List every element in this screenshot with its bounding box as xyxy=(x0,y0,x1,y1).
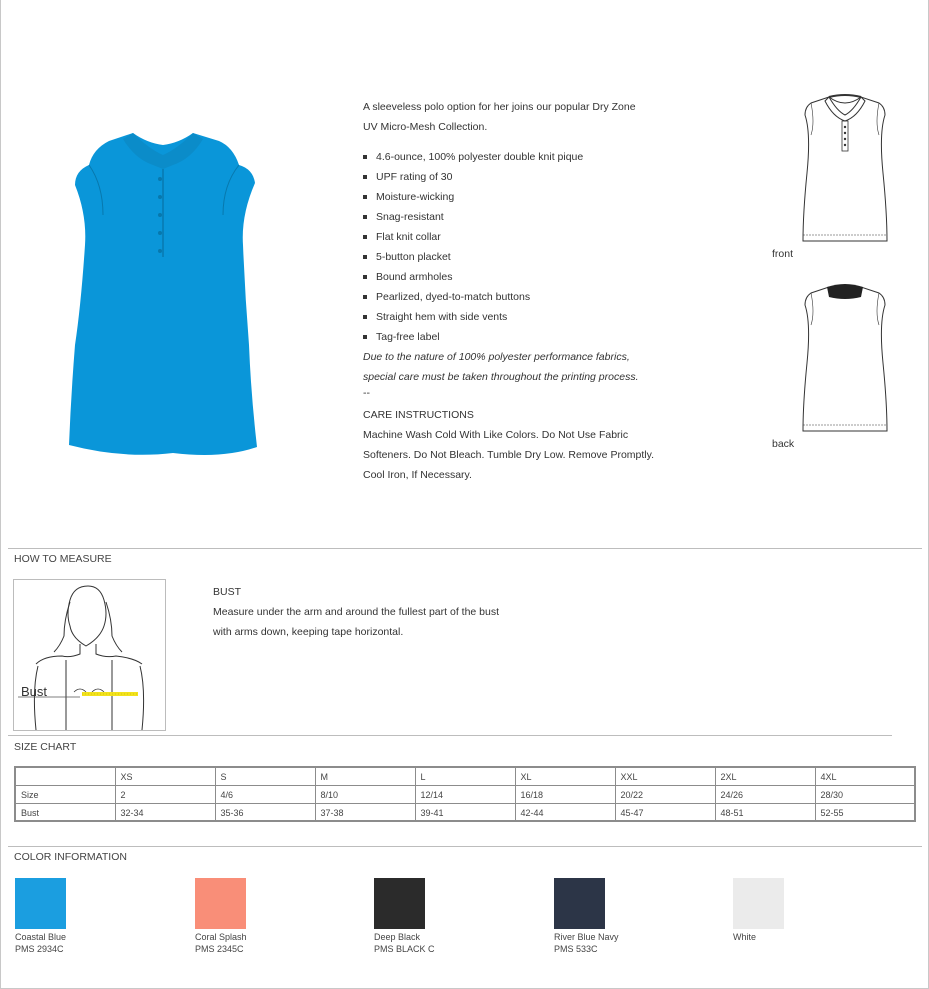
size-column-header: S xyxy=(215,767,315,785)
table-cell: 24/26 xyxy=(715,785,815,803)
color-name: Coral Splash xyxy=(195,932,247,942)
section-divider xyxy=(8,548,922,549)
table-cell: 45-47 xyxy=(615,803,715,821)
table-row xyxy=(15,785,915,803)
care-line: Cool Iron, If Necessary. xyxy=(363,469,472,481)
section-divider xyxy=(8,735,892,736)
back-flat-drawing xyxy=(799,283,891,435)
table-cell: 48-51 xyxy=(715,803,815,821)
feature-list xyxy=(363,147,683,347)
color-information-heading: COLOR INFORMATION xyxy=(14,851,127,863)
feature-item: Snag-resistant xyxy=(363,207,683,227)
table-cell: 2 xyxy=(115,785,215,803)
feature-item: Moisture-wicking xyxy=(363,187,683,207)
feature-item: Pearlized, dyed-to-match buttons xyxy=(363,287,683,307)
front-label: front xyxy=(772,248,794,260)
table-cell: 16/18 xyxy=(515,785,615,803)
color-swatch-river-blue-navy xyxy=(554,878,605,929)
intro-line: A sleeveless polo option for her joins our popular Dry Zone xyxy=(363,101,636,113)
size-chart-table xyxy=(14,766,916,822)
intro-line: UV Micro-Mesh Collection. xyxy=(363,121,488,133)
row-label: Size xyxy=(15,785,115,803)
table-cell: 20/22 xyxy=(615,785,715,803)
table-cell: 32-34 xyxy=(115,803,215,821)
measure-line: Measure under the arm and around the fullest part of the bust xyxy=(213,606,500,618)
color-label xyxy=(374,931,435,955)
feature-item: Tag-free label xyxy=(363,327,683,347)
divider-text: -- xyxy=(363,387,370,399)
table-cell: 42-44 xyxy=(515,803,615,821)
color-label xyxy=(15,931,66,955)
table-cell: 12/14 xyxy=(415,785,515,803)
feature-item: Flat knit collar xyxy=(363,227,683,247)
measure-line: with arms down, keeping tape horizontal. xyxy=(213,626,404,638)
table-cell: 35-36 xyxy=(215,803,315,821)
table-cell: 4/6 xyxy=(215,785,315,803)
care-line: Machine Wash Cold With Like Colors. Do Not Use Fabric xyxy=(363,429,629,441)
color-label xyxy=(195,931,247,955)
color-swatch-deep-black xyxy=(374,878,425,929)
feature-item: Straight hem with side vents xyxy=(363,307,683,327)
color-name: River Blue Navy xyxy=(554,932,619,942)
size-chart-heading: SIZE CHART xyxy=(14,741,77,753)
care-note: special care must be taken throughout the printing process. xyxy=(363,371,639,383)
size-column-header: XL xyxy=(515,767,615,785)
product-description xyxy=(363,97,683,485)
row-label: Bust xyxy=(15,803,115,821)
color-swatch-coral-splash xyxy=(195,878,246,929)
measure-instructions xyxy=(213,582,553,642)
table-cell: 37-38 xyxy=(315,803,415,821)
size-column-header: 4XL xyxy=(815,767,915,785)
bust-diagram-label: Bust xyxy=(21,684,48,699)
feature-item: 5-button placket xyxy=(363,247,683,267)
color-name: Deep Black xyxy=(374,932,421,942)
how-to-measure-heading: HOW TO MEASURE xyxy=(14,553,112,565)
front-flat-drawing xyxy=(799,93,891,245)
back-label: back xyxy=(772,438,795,450)
size-column-header: XXL xyxy=(615,767,715,785)
feature-item: 4.6-ounce, 100% polyester double knit pique xyxy=(363,147,683,167)
measure-title: BUST xyxy=(213,586,242,598)
color-pms: PMS 533C xyxy=(554,944,598,954)
care-note: Due to the nature of 100% polyester performance fabrics, xyxy=(363,351,630,363)
table-row xyxy=(15,767,915,785)
table-row xyxy=(15,803,915,821)
table-corner-cell xyxy=(15,767,115,785)
color-pms: PMS 2934C xyxy=(15,944,64,954)
color-label xyxy=(733,931,756,943)
color-swatch-coastal-blue xyxy=(15,878,66,929)
color-name: White xyxy=(733,932,757,942)
color-pms: PMS BLACK C xyxy=(374,944,435,954)
care-instructions-title: CARE INSTRUCTIONS xyxy=(363,409,474,421)
care-line: Softeners. Do Not Bleach. Tumble Dry Low. Remove Promptly. xyxy=(363,449,655,461)
bust-measure-diagram xyxy=(13,579,166,731)
section-divider xyxy=(8,846,922,847)
size-column-header: XS xyxy=(115,767,215,785)
size-column-header: M xyxy=(315,767,415,785)
feature-item: Bound armholes xyxy=(363,267,683,287)
size-column-header: 2XL xyxy=(715,767,815,785)
color-swatch-white xyxy=(733,878,784,929)
size-column-header: L xyxy=(415,767,515,785)
table-cell: 28/30 xyxy=(815,785,915,803)
feature-item: UPF rating of 30 xyxy=(363,167,683,187)
table-cell: 52-55 xyxy=(815,803,915,821)
table-cell: 8/10 xyxy=(315,785,415,803)
color-label xyxy=(554,931,619,955)
color-name: Coastal Blue xyxy=(15,932,67,942)
product-photo xyxy=(63,125,268,460)
color-pms: PMS 2345C xyxy=(195,944,244,954)
table-cell: 39-41 xyxy=(415,803,515,821)
